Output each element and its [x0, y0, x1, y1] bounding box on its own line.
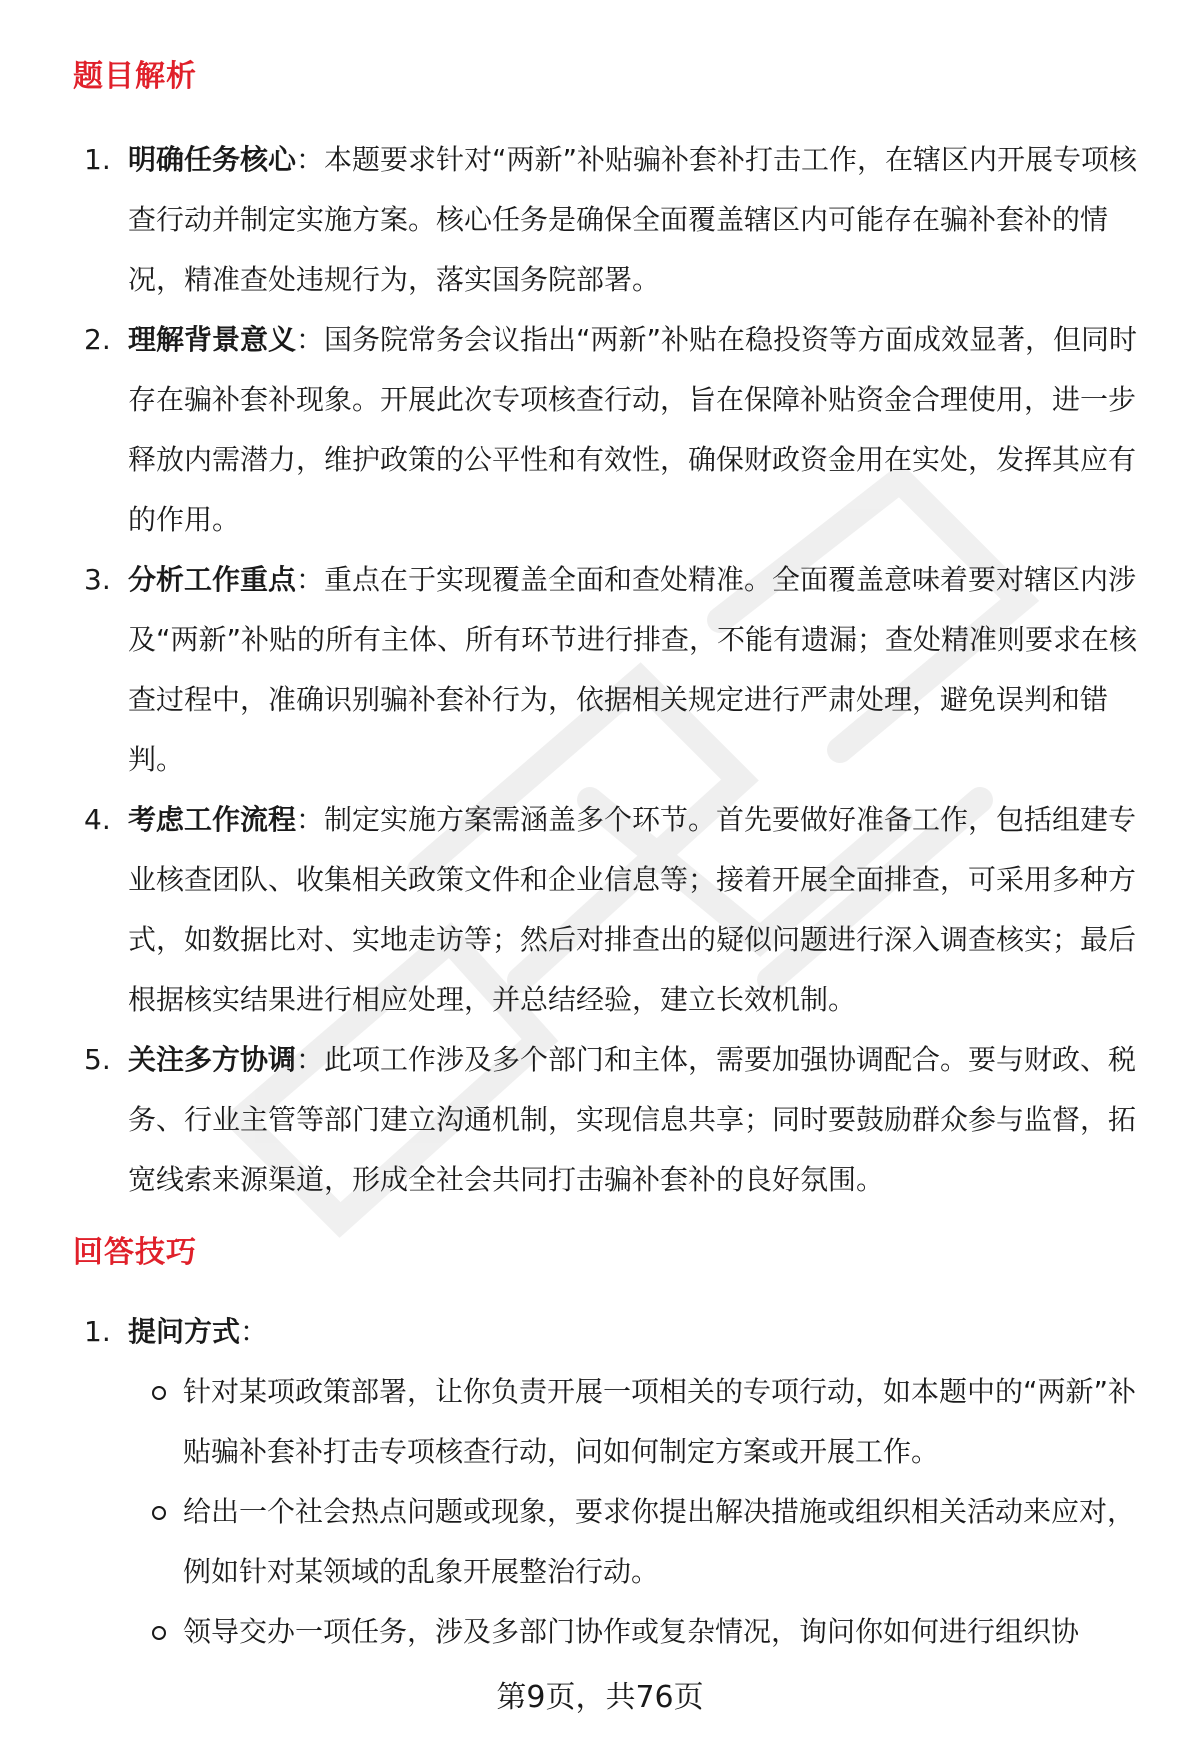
item-text: 重点在于实现覆盖全面和查处精准。全面覆盖意味着要对辖区内涉及“两新”补贴的所有主体、所有环节进行排查，不能有遗漏；查处精准则要求在核查过程中，准确识别骗补套补行为，依据相关规定进行严肃处理，避免误判和错判。	[128, 563, 1138, 776]
analysis-list	[0, 130, 1200, 1210]
section-title-analysis: 题目解析	[73, 59, 197, 94]
item-label: 关注多方协调	[128, 1043, 297, 1076]
circle-bullet-icon	[152, 1386, 166, 1400]
circle-bullet-icon	[152, 1506, 166, 1520]
sub-list-item	[0, 1362, 1200, 1482]
item-separator: ：	[240, 1315, 269, 1348]
item-number: 1.	[84, 143, 111, 176]
item-separator: ：	[296, 143, 325, 176]
page-number: 第9页，共76页	[496, 1680, 704, 1715]
sub-item-text: 针对某项政策部署，让你负责开展一项相关的专项行动，如本题中的“两新”补贴骗补套补打击专项核查行动，问如何制定方案或开展工作。	[183, 1375, 1137, 1468]
item-number: 3.	[84, 563, 111, 596]
tips-sub-list	[0, 1362, 1200, 1662]
item-text: 制定实施方案需涵盖多个环节。首先要做好准备工作，包括组建专业核查团队、收集相关政策文件和企业信息等；接着开展全面排查，可采用多种方式，如数据比对、实地走访等；然后对排查出的疑似问题进行深入调查核实；最后根据核实结果进行相应处理，并总结经验，建立长效机制。	[128, 803, 1137, 1016]
item-separator: ：	[296, 1043, 325, 1076]
item-label: 明确任务核心	[128, 143, 297, 176]
list-item	[0, 1302, 1200, 1362]
list-item	[0, 130, 1200, 310]
list-item	[0, 310, 1200, 550]
item-separator: ：	[296, 563, 325, 596]
list-item	[0, 790, 1200, 1030]
sub-list-item	[0, 1602, 1200, 1662]
item-label: 考虑工作流程	[128, 803, 297, 836]
item-number: 4.	[84, 803, 111, 836]
sub-list-item	[0, 1482, 1200, 1602]
item-separator: ：	[296, 803, 325, 836]
item-text: 本题要求针对“两新”补贴骗补套补打击工作，在辖区内开展专项核查行动并制定实施方案。核心任务是确保全面覆盖辖区内可能存在骗补套补的情况，精准查处违规行为，落实国务院部署。	[128, 143, 1138, 296]
section-title-tips: 回答技巧	[73, 1235, 197, 1270]
tips-list	[0, 1302, 1200, 1662]
item-number: 2.	[84, 323, 111, 356]
item-number: 1.	[84, 1315, 111, 1348]
list-item	[0, 1030, 1200, 1210]
sub-item-text: 给出一个社会热点问题或现象，要求你提出解决措施或组织相关活动来应对，例如针对某领域的乱象开展整治行动。	[183, 1495, 1136, 1588]
list-item	[0, 550, 1200, 790]
item-label: 理解背景意义	[128, 323, 297, 356]
item-separator: ：	[296, 323, 325, 356]
circle-bullet-icon	[152, 1626, 166, 1640]
item-label: 分析工作重点	[128, 563, 297, 596]
item-text: 国务院常务会议指出“两新”补贴在稳投资等方面成效显著，但同时存在骗补套补现象。开展此次专项核查行动，旨在保障补贴资金合理使用，进一步释放内需潜力，维护政策的公平性和有效性，确保财政资金用在实处，发挥其应有的作用。	[128, 323, 1138, 536]
item-text: 此项工作涉及多个部门和主体，需要加强协调配合。要与财政、税务、行业主管等部门建立沟通机制，实现信息共享；同时要鼓励群众参与监督，拓宽线索来源渠道，形成全社会共同打击骗补套补的良好氛围。	[128, 1043, 1137, 1196]
sub-item-text: 领导交办一项任务，涉及多部门协作或复杂情况，询问你如何进行组织协	[183, 1615, 1080, 1648]
item-label: 提问方式	[128, 1315, 241, 1348]
item-number: 5.	[84, 1043, 111, 1076]
